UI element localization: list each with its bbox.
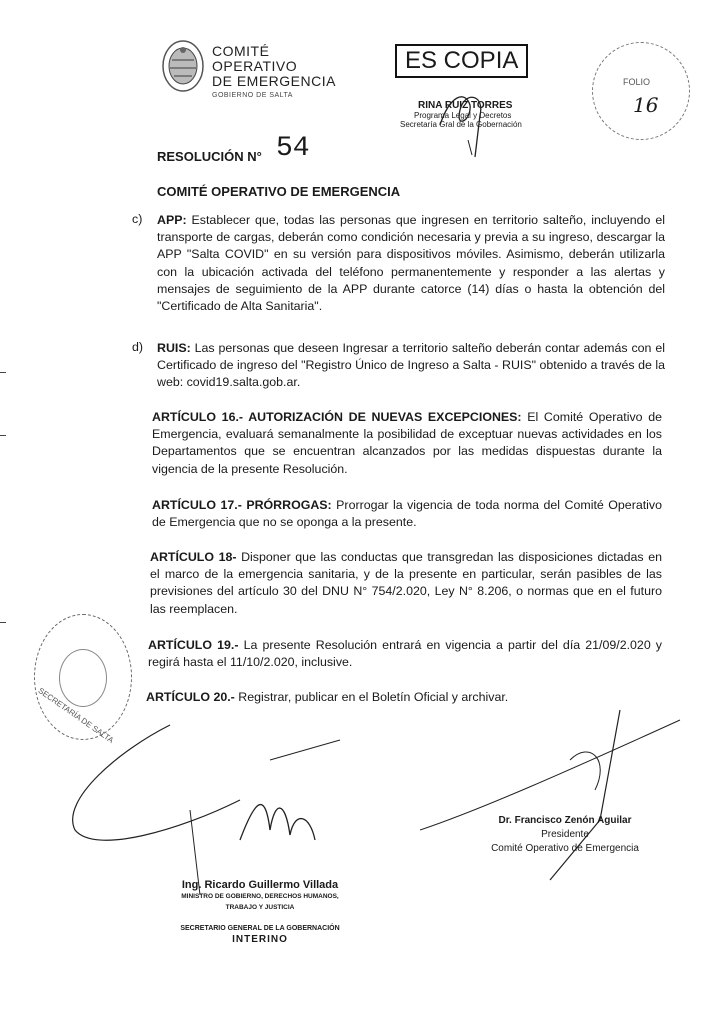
article-19-text: La presente Resolución entrará en vigencia a partir del día 21/09/2.020 y regirá hasta el 11/10/2.020, inclusive. <box>148 638 662 670</box>
section-title: COMITÉ OPERATIVO DE EMERGENCIA <box>157 184 401 199</box>
resolution-label: RESOLUCIÓN N° <box>157 149 262 164</box>
margin-mark <box>0 622 6 623</box>
article-18-heading: ARTÍCULO 18- <box>150 550 237 564</box>
article-17-heading: ARTÍCULO 17.- PRÓRROGAS: <box>152 498 332 512</box>
right-signer-org: Comité Operativo de Emergencia <box>491 843 639 854</box>
margin-mark <box>0 372 6 373</box>
article-16 <box>152 409 662 478</box>
left-signer-role-3: SECRETARIO GENERAL DE LA GOBERNACIÓN <box>180 925 340 932</box>
copy-stamp: ES COPIA <box>395 44 528 78</box>
right-signature <box>420 700 700 900</box>
left-signer-role-4: INTERINO <box>232 934 288 945</box>
folio-number: 16 <box>633 93 659 117</box>
article-16-text: El Comité Operativo de Emergencia, evaluará semanalmente la posibilidad de exceptuar nuevas actividades en los Departamentos que se encuentran alcanzados por las medidas dispuestas durante la vigencia de la presente Resolución. <box>152 410 662 476</box>
left-signature <box>40 720 380 900</box>
certifier-title-2: Secretaría Gral de la Gobernación <box>400 120 522 129</box>
logo-line-2: OPERATIVO <box>212 58 298 74</box>
right-signature-block <box>480 814 650 856</box>
item-d-text: Las personas que deseen Ingresar a territorio salteño deberán contar además con el Certificado de ingreso del "Registro Único de Ingreso a Salta - RUIS" obtenido a través de la web: covid19.salta.gob.ar. <box>157 341 665 390</box>
logo-subtitle: GOBIERNO DE SALTA <box>212 92 293 99</box>
item-c-heading: APP: <box>157 213 187 227</box>
article-20-text: Registrar, publicar en el Boletín Oficial y archivar. <box>238 690 509 704</box>
article-17 <box>152 497 662 531</box>
article-20-heading: ARTÍCULO 20.- <box>146 690 235 704</box>
item-d-paragraph <box>157 340 665 392</box>
certifier-signature <box>430 85 500 160</box>
logo-line-3: DE EMERGENCIA <box>212 73 336 89</box>
logo-line-1: COMITÉ <box>212 43 270 59</box>
left-signature-block <box>160 880 360 945</box>
folio-label: FOLIO <box>623 77 651 87</box>
article-17-text: Prorrogar la vigencia de toda norma del Comité Operativo de Emergencia que no se oponga a la presente. <box>152 498 662 530</box>
item-d-marker: d) <box>132 340 144 354</box>
left-signer-role-1: MINISTRO DE GOBIERNO, DERECHOS HUMANOS, <box>181 893 339 900</box>
item-c-text: Establecer que, todas las personas que ingresen en territorio salteño, incluyendo el transporte de cargas, deberán como condición necesaria y previa a su ingreso, descargar la APP "Salta COVID" en su versión para dispositivos móviles. Asimismo, deberán utilizarla con la ubicación activada del teléfono permanentemente y responder a las alertas y mensajes de seguimiento de la APP durante catorce (14) días o hasta la obtención del "Certificado de Alta Sanitaria". <box>157 213 666 314</box>
folio-stamp <box>592 42 690 140</box>
right-signer-role: Presidente <box>541 829 589 840</box>
article-19 <box>148 637 662 671</box>
article-19-heading: ARTÍCULO 19.- <box>148 638 239 652</box>
article-16-heading: ARTÍCULO 16.- AUTORIZACIÓN DE NUEVAS EXCEPCIONES: <box>152 410 522 424</box>
item-c-marker: c) <box>132 212 143 226</box>
certifier-title-1: Programa Legal y Decretos <box>414 111 512 120</box>
left-signer-role-2: TRABAJO Y JUSTICIA <box>225 904 295 911</box>
left-signer-name: Ing. Ricardo Guillermo Villada <box>181 879 339 891</box>
side-seal-text: SECRETARÍA DE SALTA <box>36 686 116 745</box>
item-c-paragraph <box>157 212 665 315</box>
margin-mark <box>0 435 6 436</box>
coat-of-arms-logo <box>160 38 206 94</box>
article-18-text: Disponer que las conductas que transgredan las disposiciones dictadas en el marco de la emergencia sanitaria, y de la presente en particular, serán pasibles de las previsiones del artículo 30 del DNU N° 754/2.020, Ley N° 8.206, o normas que en el futuro las reemplacen. <box>150 550 662 616</box>
article-18 <box>150 549 662 618</box>
right-signer-name: Dr. Francisco Zenón Aguilar <box>498 815 632 826</box>
resolution-number: 54 <box>276 133 310 164</box>
item-d-heading: RUIS: <box>157 341 191 355</box>
certifier-name: RINA RUIZ TORRES <box>418 100 513 111</box>
logo-title <box>212 44 336 99</box>
